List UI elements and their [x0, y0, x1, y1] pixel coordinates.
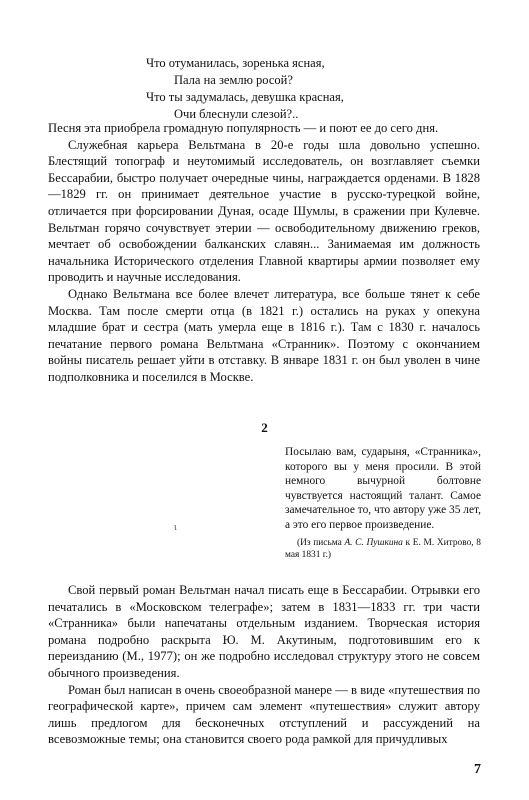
section-number: 2 [261, 420, 268, 435]
source-suffix: к Е. М. Хитрово, 8 мая 1831 г.) [285, 537, 481, 560]
poem-line: Что отуманилась, зоренька ясная, [146, 56, 325, 70]
source-prefix: (Из письма [297, 537, 345, 548]
page-number: 7 [474, 762, 481, 777]
paragraph: Служебная карьера Вельтмана в 20-е годы шла довольно успешно. Блестящий топограф и неутомимый исследователь, он возглавляет съемки Бессарабии, быстро получает очередные чины, награждается орденами. В 1828—1829 гг. он принимает деятельное участие в русско-турецкой войне, отличается при форсировании Дуная, осаде Шумлы, в сражении при Кулевче. Вельтман горячо сочувствует этерии — освободительному движению греков, мечтает об освобождении балканских славян... Занимаемая им должность начальника Исторического отделения Главной квартиры армии позволяет ему проводить и научные исследования. [48, 137, 480, 285]
poem-line: Очи блеснули слезой?.. [174, 107, 299, 121]
poem-stanza [146, 55, 344, 123]
body-text-bottom [48, 582, 480, 748]
paragraph: Песня эта приобрела громадную популярность — и поют ее до сего дня. [48, 121, 439, 135]
paragraph: Свой первый роман Вельтман начал писать еще в Бессарабии. Отрывки его печатались в «Московском телеграфе»; затем в 1831—1833 гг. три части «Странника» были напечатаны отдельным изданием. Творческая история романа подробно раскрыта Ю. М. Акутиным, подготовившим его к переизданию (М., 1977); он же подробно исследовал структуру этого не совсем обычного произведения. [48, 583, 480, 680]
source-author: А. С. Пушкина [344, 537, 403, 548]
body-text-top [48, 120, 480, 386]
epigraph-source [285, 537, 481, 561]
epigraph [285, 445, 481, 561]
poem-line: Что ты задумалась, девушка красная, [146, 90, 344, 104]
paragraph: Однако Вельтмана все более влечет литература, все больше тянет к себе Москва. Там после смерти отца (в 1821 г.) остались на руках у опекуна младшие брат и сестра (мать умерла еще в 1816 г.). Там с 1830 г. началось печатание первого романа Вельтмана «Странник». Поэтому с окончанием войны писатель решает уйти в отставку. В январе 1831 г. он был уволен в чине подполковника и поселился в Москве. [48, 286, 480, 384]
stray-mark: ι [174, 522, 177, 533]
poem-line: Пала на землю росой? [174, 73, 293, 87]
epigraph-text: Посылаю вам, сударыня, «Странника», которого вы у меня просили. В этой немного вычурной болтовне чувствуется настоящий талант. Самое замечательное то, что автору уже 35 лет, а это его первое произведение. [285, 446, 481, 531]
paragraph: Роман был написан в очень своеобразной манере — в виде «путешествия по географической карте», причем сам элемент «путешествия» служит автору лишь предлогом для бесконечных отступлений и рассуждений на всевозможные темы; она становится своего рода рамкой для причудливых [48, 682, 480, 747]
